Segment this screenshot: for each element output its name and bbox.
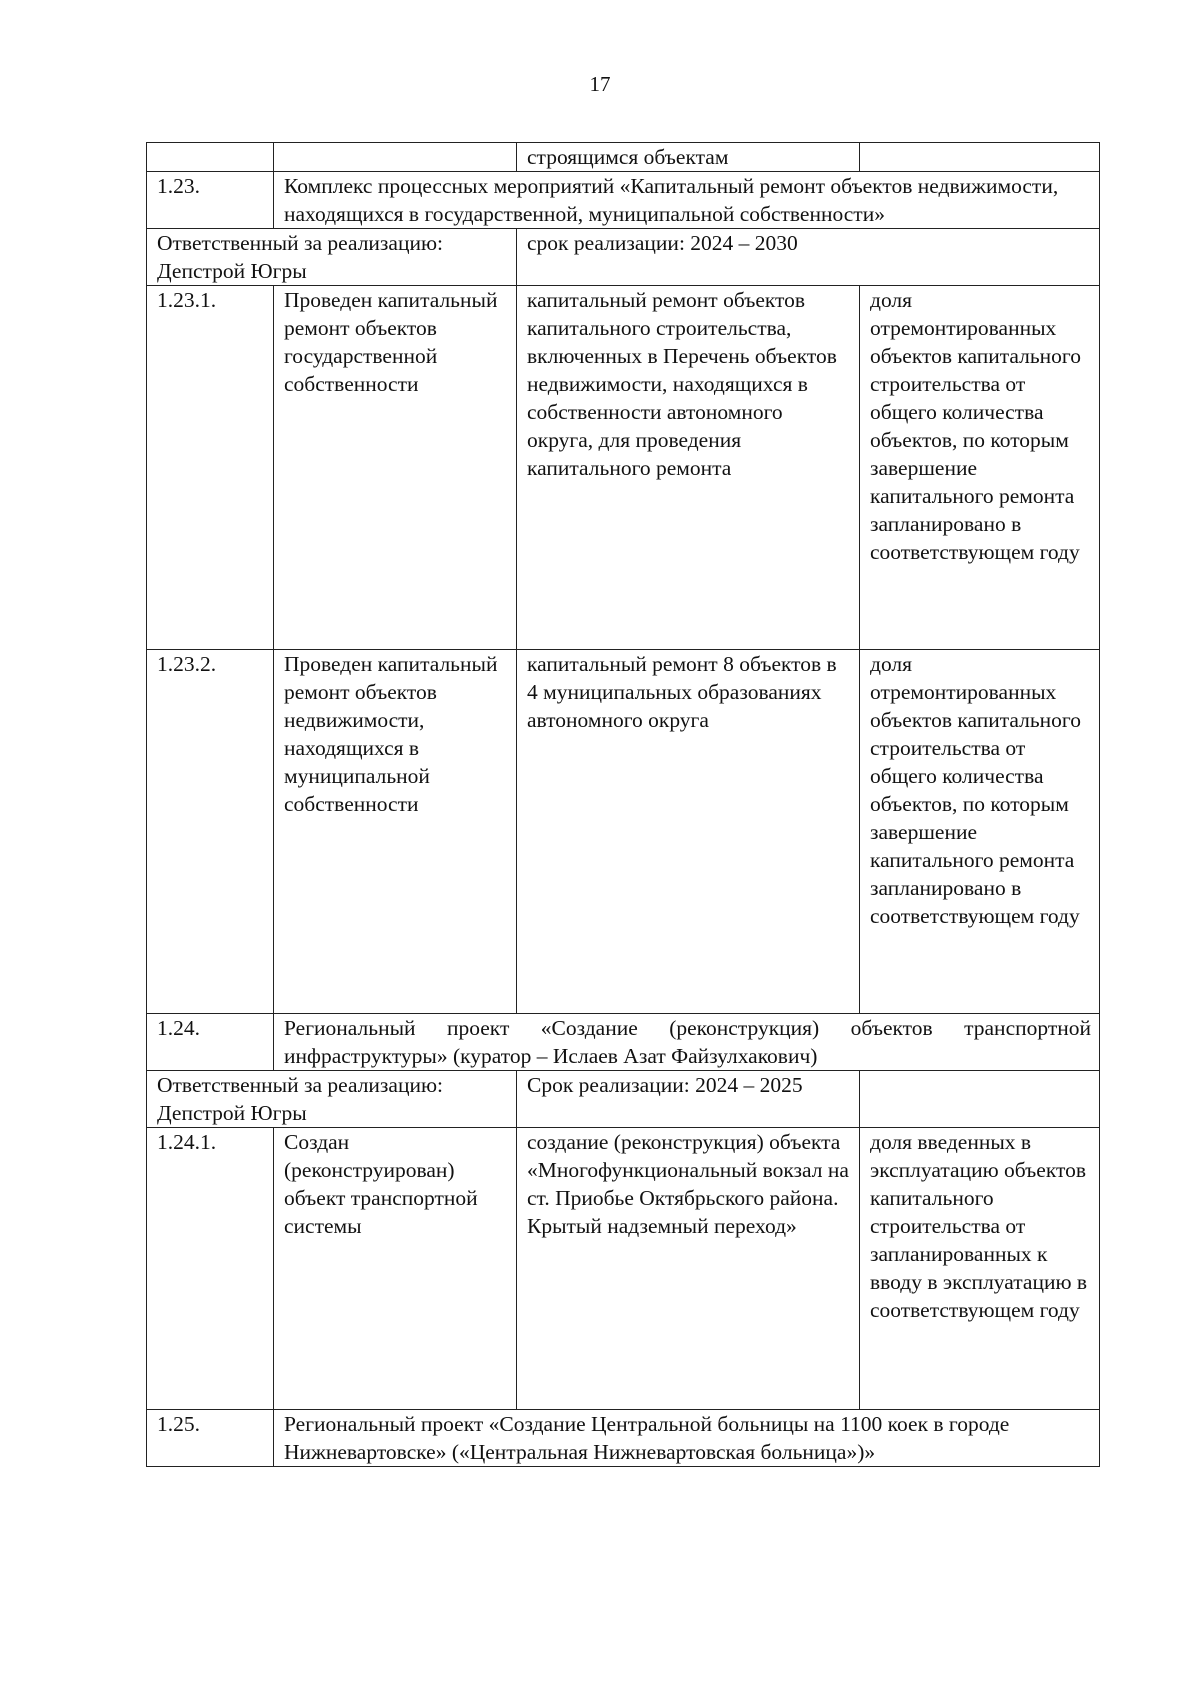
table-row [147, 143, 1100, 172]
row-number-cell: 1.25. [147, 1410, 274, 1467]
table-row [147, 1410, 1100, 1467]
result-description-cell: создание (реконструкция) объекта «Многофункциональный вокзал на ст. Приобье Октябрьского района. Крытый надземный переход» [517, 1128, 860, 1410]
indicator-cell [860, 143, 1100, 172]
table-row [147, 1014, 1100, 1071]
section-title-cell: Региональный проект «Создание Центральной больницы на 1100 коек в городе Нижневартовске» («Центральная Нижневартовская больница»)» [274, 1410, 1100, 1467]
table-row [147, 286, 1100, 650]
responsible-cell: Ответственный за реализацию: Депстрой Югры [147, 1071, 517, 1128]
indicator-cell: доля отремонтированных объектов капитального строительства от общего количества объектов, по которым завершение капитального ремонта запланировано в соответствующем году [860, 286, 1100, 650]
table-row [147, 172, 1100, 229]
result-description-cell: капитальный ремонт 8 объектов в 4 муниципальных образованиях автономного округа [517, 650, 860, 1014]
task-cell: Проведен капитальный ремонт объектов недвижимости, находящихся в муниципальной собственности [274, 650, 517, 1014]
task-cell: Проведен капитальный ремонт объектов государственной собственности [274, 286, 517, 650]
table-row [147, 650, 1100, 1014]
table-row [147, 1071, 1100, 1128]
row-number-cell: 1.24. [147, 1014, 274, 1071]
task-cell: Создан (реконструирован) объект транспортной системы [274, 1128, 517, 1410]
indicator-cell: доля введенных в эксплуатацию объектов капитального строительства от запланированных к вводу в эксплуатацию в соответствующем году [860, 1128, 1100, 1410]
result-description-cell: строящимся объектам [517, 143, 860, 172]
section-title-line: инфраструктуры» (куратор – Ислаев Азат Файзулхакович) [284, 1044, 818, 1068]
task-cell [274, 143, 517, 172]
term-cell: срок реализации: 2024 – 2030 [517, 229, 1100, 286]
row-number-cell: 1.23. [147, 172, 274, 229]
section-title-cell [274, 1014, 1100, 1071]
table-row [147, 229, 1100, 286]
indicator-cell [860, 1071, 1100, 1128]
indicator-cell: доля отремонтированных объектов капитального строительства от общего количества объектов, по которым завершение капитального ремонта запланировано в соответствующем году [860, 650, 1100, 1014]
row-number-cell: 1.23.1. [147, 286, 274, 650]
row-number-cell: 1.23.2. [147, 650, 274, 1014]
row-number-cell [147, 143, 274, 172]
term-cell: Срок реализации: 2024 – 2025 [517, 1071, 860, 1128]
section-title-cell: Комплекс процессных мероприятий «Капитальный ремонт объектов недвижимости, находящихся в государственной, муниципальной собственности» [274, 172, 1100, 229]
section-title-line: Региональный проект «Создание (реконструкция) объектов транспортной [284, 1016, 1091, 1040]
row-number-cell: 1.24.1. [147, 1128, 274, 1410]
page-number: 17 [589, 72, 611, 96]
result-description-cell: капитальный ремонт объектов капитального строительства, включенных в Перечень объектов недвижимости, находящихся в собственности автономного округа, для проведения капитального ремонта [517, 286, 860, 650]
responsible-cell: Ответственный за реализацию: Депстрой Югры [147, 229, 517, 286]
measures-table [146, 142, 1100, 1467]
table-row [147, 1128, 1100, 1410]
